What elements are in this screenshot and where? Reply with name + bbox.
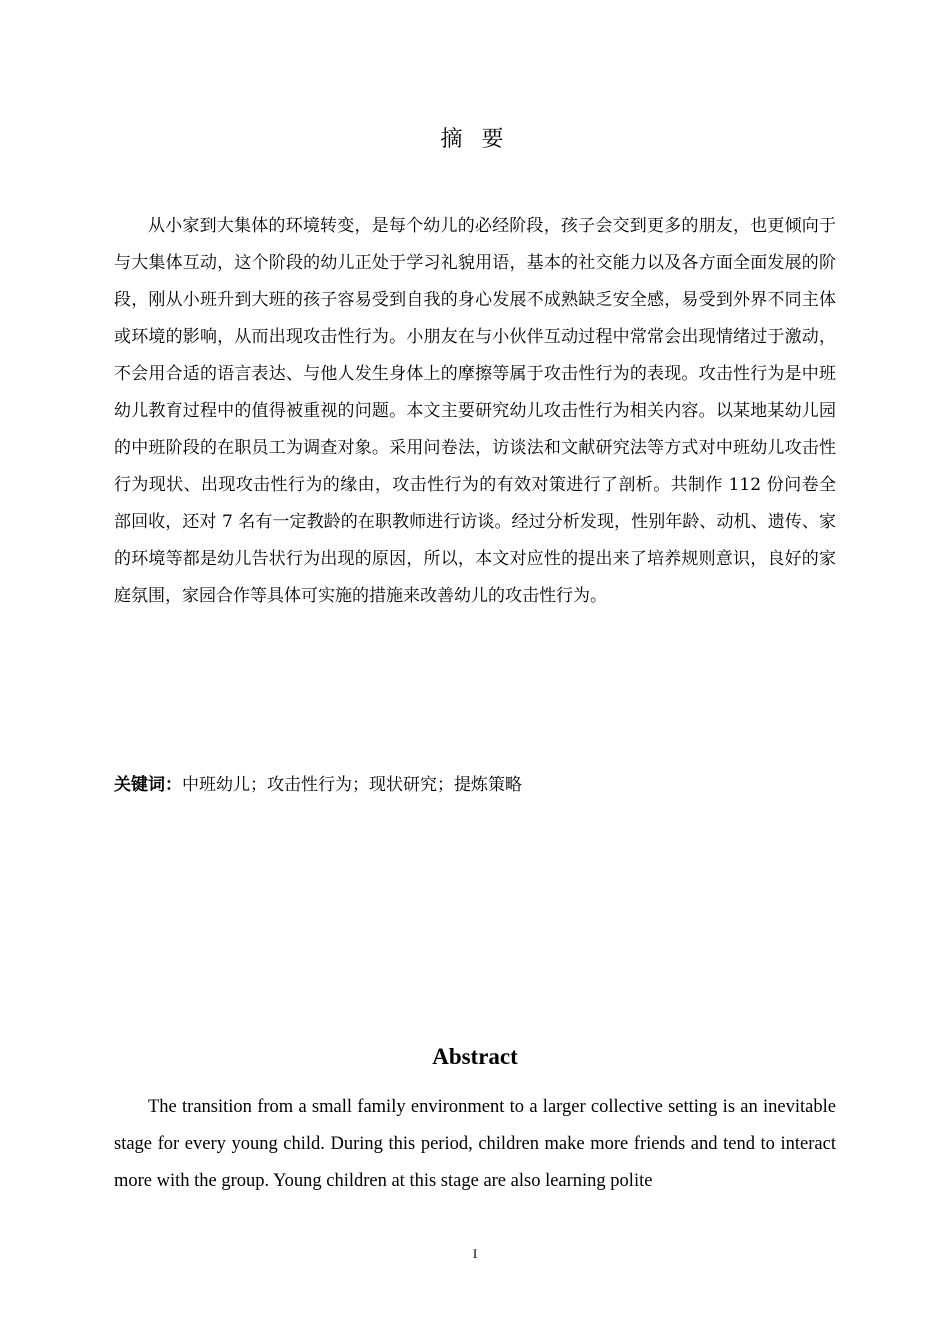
page-number: I <box>472 1246 478 1261</box>
keywords-label: 关键词： <box>114 775 182 795</box>
english-abstract-title: Abstract <box>432 1044 518 1069</box>
keywords-line <box>114 768 836 802</box>
keywords-text: 中班幼儿；攻击性行为；现状研究；提炼策略 <box>182 775 522 795</box>
chinese-abstract-body: 从小家到大集体的环境转变，是每个幼儿的必经阶段，孩子会交到更多的朋友，也更倾向于与大集体互动，这个阶段的幼儿正处于学习礼貌用语，基本的社交能力以及各方面全面发展的阶段，刚从小班升到大班的孩子容易受到自我的身心发展不成熟缺乏安全感，易受到外界不同主体或环境的影响，从而出现攻击性行为。小朋友在与小伙伴互动过程中常常会出现情绪过于激动，不会用合适的语言表达、与他人发生身体上的摩擦等属于攻击性行为的表现。攻击性行为是中班幼儿教育过程中的值得被重视的问题。本文主要研究幼儿攻击性行为相关内容。以某地某幼儿园的中班阶段的在职员工为调查对象。采用问卷法，访谈法和文献研究法等方式对中班幼儿攻击性行为现状、出现攻击性行为的缘由，攻击性行为的有效对策进行了剖析。共制作 112 份问卷全部回收，还对 7 名有一定教龄的在职教师进行访谈。经过分析发现，性别年龄、动机、遗传、家的环境等都是幼儿告状行为出现的原因，所以，本文对应性的提出来了培养规则意识，良好的家庭氛围，家园合作等具体可实施的措施来改善幼儿的攻击性行为。 <box>114 216 836 606</box>
english-abstract-body: The transition from a small family environment to a larger collective setting is an inevitable stage for every young child. During this period, children make more friends and tend to interact more with the group. Young children at this stage are also learning polite <box>114 1097 836 1191</box>
chinese-abstract-title: 摘 要 <box>440 127 510 152</box>
